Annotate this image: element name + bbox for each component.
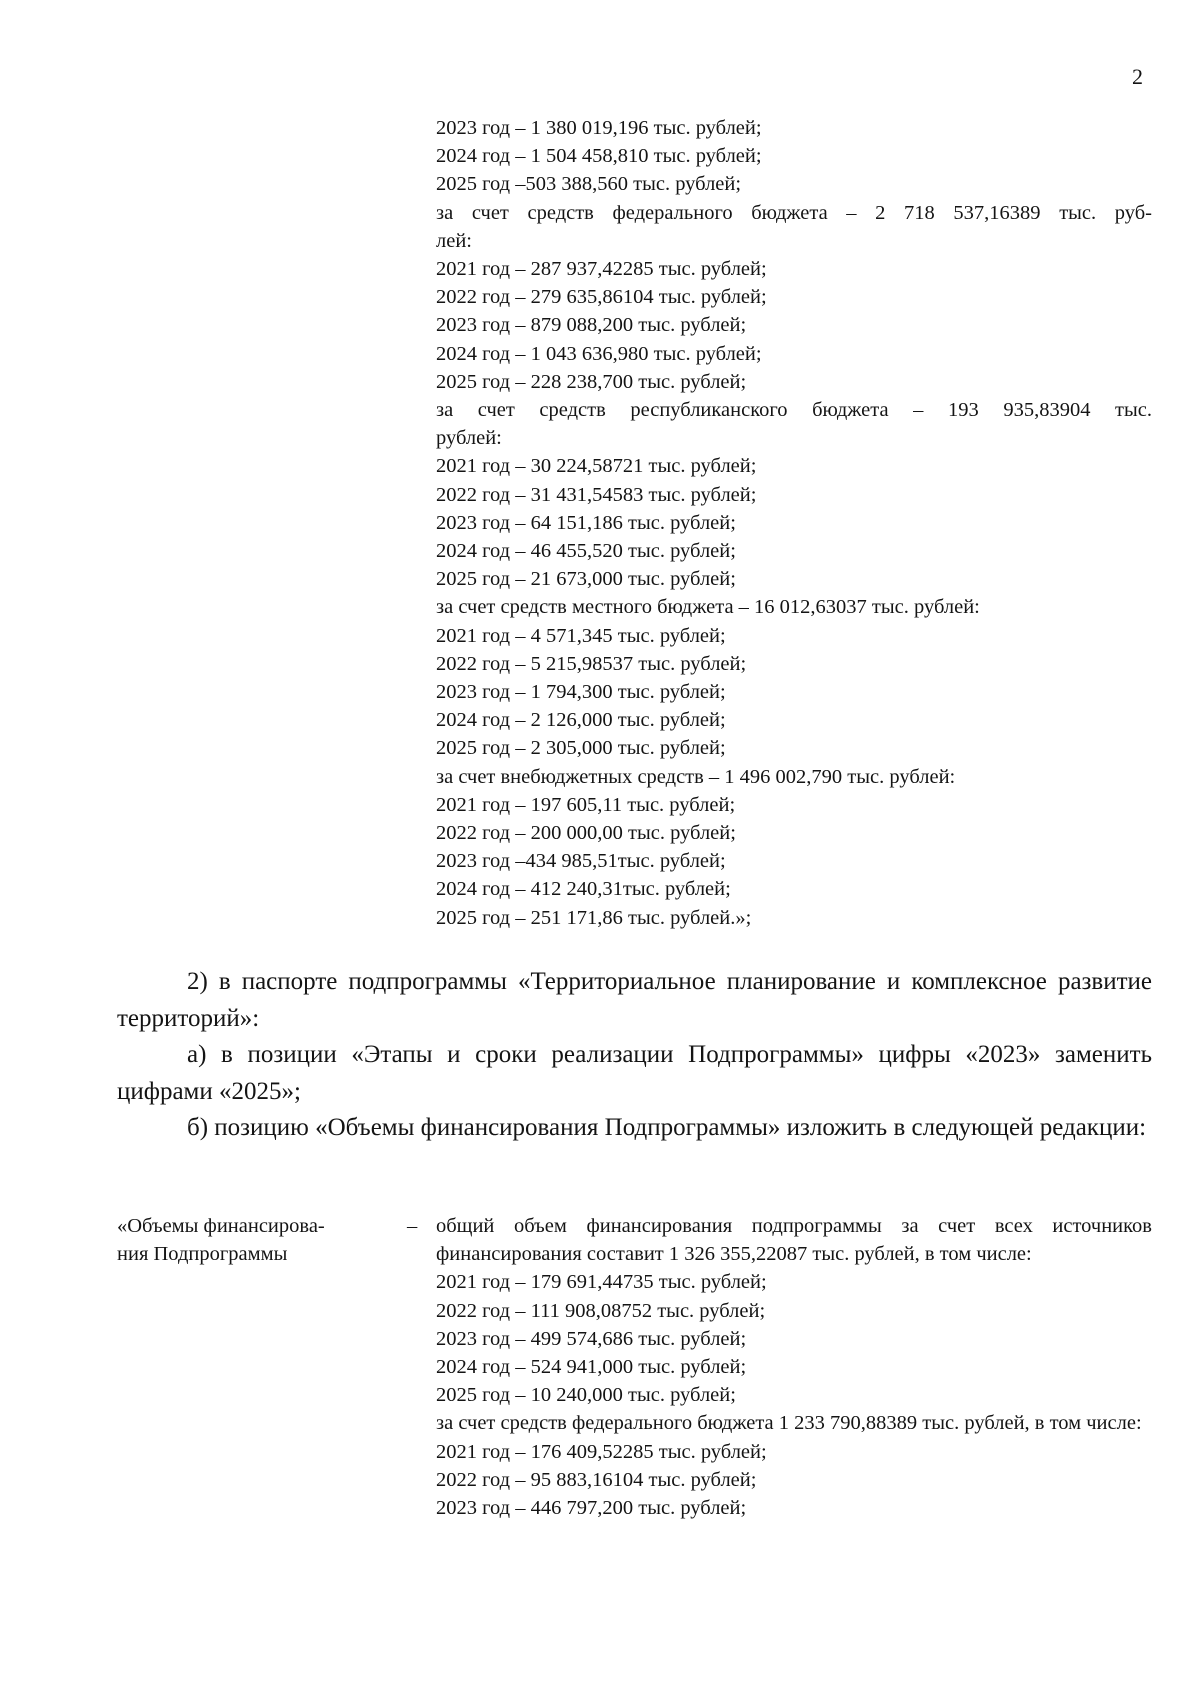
funding-line: 2024 год – 524 941,000 тыс. рублей; [436,1356,747,1379]
funding-line: 2023 год – 1 794,300 тыс. рублей; [436,681,726,704]
funding-line: 2024 год – 46 455,520 тыс. рублей; [436,540,736,563]
republican-budget-heading-cont: рублей: [436,427,502,450]
funding-line: 2025 год – 251 171,86 тыс. рублей.»; [436,906,752,929]
funding-line: 2022 год – 5 215,98537 тыс. рублей; [436,652,747,675]
republican-budget-heading: за счет средств республиканского бюджета – 193 935,83904 тыс. [436,399,1152,422]
federal-funding-text: за счет средств федерального бюджета 1 233 790,88389 тыс. рублей, в том числе: [436,1412,1142,1435]
funding-line: 2021 год – 30 224,58721 тыс. рублей; [436,455,757,478]
funding-line: 2021 год – 287 937,42285 тыс. рублей; [436,258,767,281]
total-funding-text: общий объем финансирования подпрограммы за счет всех источников финансирования составит 1 326 355,22087 тыс. рублей, в том числе: [436,1215,1152,1266]
funding-continuation-block [436,114,1152,932]
funding-line: 2023 год – 1 380 019,196 тыс. рублей; [436,117,762,139]
funding-line: 2022 год – 111 908,08752 тыс. рублей; [436,1299,766,1322]
federal-budget-heading: за счет средств федерального бюджета – 2 718 537,16389 тыс. руб- [436,201,1152,224]
funding-line: 2021 год – 197 605,11 тыс. рублей; [436,793,736,816]
funding-line: 2021 год – 4 571,345 тыс. рублей; [436,624,726,647]
funding-line: 2025 год – 2 305,000 тыс. рублей; [436,737,726,760]
funding-line: 2022 год – 31 431,54583 тыс. рублей; [436,483,757,506]
funding-line: 2021 год – 179 691,44735 тыс. рублей; [436,1271,767,1294]
funding-line: 2025 год – 21 673,000 тыс. рублей; [436,568,736,591]
page-number: 2 [1132,64,1143,89]
amendment-paragraphs [117,964,1152,1147]
funding-line: 2021 год – 176 409,52285 тыс. рублей; [436,1440,767,1463]
funding-line: 2025 год – 10 240,000 тыс. рублей; [436,1384,736,1407]
funding-line: 2022 год – 200 000,00 тыс. рублей; [436,822,736,845]
funding-line: 2023 год –434 985,51тыс. рублей; [436,850,726,873]
funding-line: 2024 год – 2 126,000 тыс. рублей; [436,709,726,732]
funding-line: 2024 год – 412 240,31тыс. рублей; [436,878,731,901]
funding-line: 2023 год – 499 574,686 тыс. рублей; [436,1327,747,1350]
federal-budget-heading-cont: лей: [436,229,472,252]
position-label-line: ния Подпрограммы [117,1243,288,1266]
position-label-line: «Объемы финансирова- [117,1215,325,1237]
funding-line: 2024 год – 1 504 458,810 тыс. рублей; [436,145,762,168]
funding-line: 2024 год – 1 043 636,980 тыс. рублей; [436,342,762,365]
paragraph-item-a: а) в позиции «Этапы и сроки реализации Подпрограммы» цифры «2023» заменить цифрами «2025»; [117,1041,1152,1105]
funding-line: 2025 год –503 388,560 тыс. рублей; [436,173,742,196]
funding-line: 2025 год – 228 238,700 тыс. рублей; [436,370,747,393]
funding-line: 2023 год – 446 797,200 тыс. рублей; [436,1497,747,1520]
funding-line: 2023 год – 879 088,200 тыс. рублей; [436,314,747,337]
funding-line: 2022 год – 95 883,16104 тыс. рублей; [436,1468,757,1491]
paragraph-item-b: б) позицию «Объемы финансирования Подпрограммы» изложить в следующей редакции: [187,1114,1147,1142]
position-label [117,1212,397,1268]
funding-line: 2022 год – 279 635,86104 тыс. рублей; [436,286,767,309]
position-dash: – [407,1215,418,1237]
local-budget-heading: за счет средств местного бюджета – 16 012,63037 тыс. рублей: [436,596,980,619]
funding-line: 2023 год – 64 151,186 тыс. рублей; [436,511,736,534]
position-value [436,1212,1152,1522]
extrabudgetary-heading: за счет внебюджетных средств – 1 496 002,790 тыс. рублей: [436,765,956,788]
paragraph-item-2: 2) в паспорте подпрограммы «Территориальное планирование и комплексное развитие территорий»: [117,968,1152,1032]
